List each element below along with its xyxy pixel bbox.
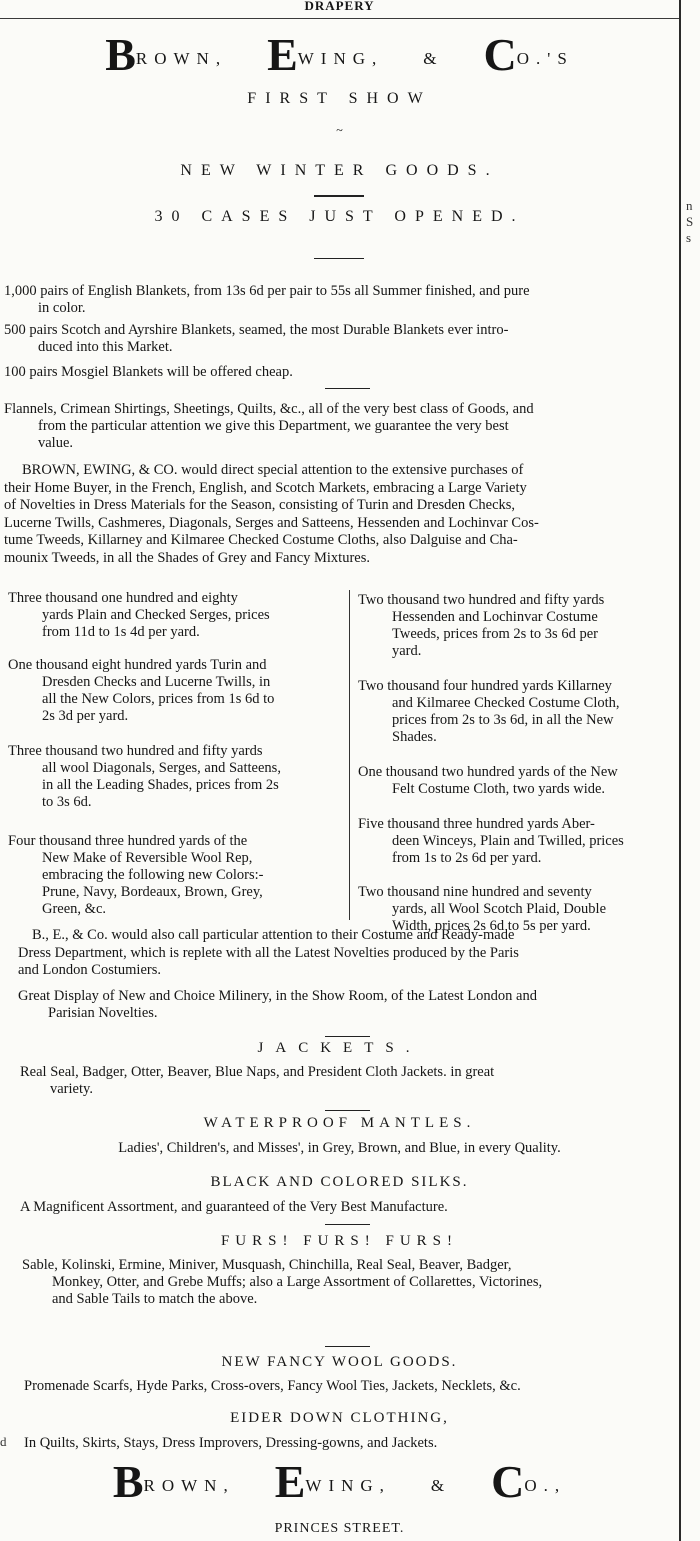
section-title-wool: NEW FANCY WOOL GOODS.: [221, 1354, 458, 1370]
eider-text: In Quilts, Skirts, Stays, Dress Improvers, Dressing-gowns, and Jackets.: [24, 1435, 438, 1451]
divider: [325, 1224, 370, 1225]
section-title-eider: EIDER DOWN CLOTHING,: [230, 1410, 449, 1426]
section-header: DRAPERY: [304, 0, 375, 13]
divider: [325, 1036, 370, 1037]
column-divider: [349, 590, 350, 920]
list-item: Five thousand three hundred yards Aber- deen Winceys, Plain and Twilled, prices from 1s to 2s 6d per yard.: [358, 816, 624, 866]
divider: [325, 388, 370, 389]
attention-paragraph: BROWN, EWING, & CO. would direct special attention to the extensive purchases of their Home Buyer, in the French, English, and Scotch Markets, embracing a Large Variety of Novelties in Dress Materials for the Season, consisting of Turin and Dresden Checks, Lucerne Twills, Cashmeres, Diagonals, Serges and Satteens, Hessenden and Lochinvar Cos- tume Tweeds, Killarney and Kilmaree Checked Costume Cloths, also Dalguise and Cha- mounix Tweeds, in all the Shades of Grey and Fancy Mixtures.: [4, 462, 539, 566]
footer-brand: BROWN, EWING, & CO.,: [112, 1456, 567, 1507]
wool-text: Promenade Scarfs, Hyde Parks, Cross-overs, Fancy Wool Ties, Jackets, Necklets, &c.: [24, 1378, 521, 1394]
list-item: One thousand two hundred yards of the New Felt Costume Cloth, two yards wide.: [358, 764, 618, 797]
millinery-paragraph: Great Display of New and Choice Milinery, in the Show Room, of the Latest London and Parisian Novelties.: [18, 988, 537, 1021]
fragment: n: [686, 198, 693, 213]
section-title-waterproof: WATERPROOF MANTLES.: [203, 1115, 476, 1131]
divider: [325, 1110, 370, 1111]
left-column: [8, 590, 343, 920]
list-item: 1,000 pairs of English Blankets, from 13s 6d per pair to 55s all Summer finished, and pure in color.: [4, 283, 530, 316]
flannels-paragraph: Flannels, Crimean Shirtings, Sheetings, Quilts, &c., all of the very best class of Goods, and from the particular attention we give this Department, we guarantee the very best value.: [4, 401, 534, 451]
list-item: Two thousand nine hundred and seventy yards, all Wool Scotch Plaid, Double Width, prices 2s 6d to 5s per yard.: [358, 884, 607, 934]
headline-new-winter-goods: NEW WINTER GOODS.: [180, 162, 499, 179]
list-item: Three thousand two hundred and fifty yards all wool Diagonals, Serges, and Satteens, in all the Leading Shades, prices from 2s to 3s 6d.: [8, 743, 281, 810]
top-rule: [0, 18, 679, 19]
divider: [325, 1346, 370, 1347]
costume-paragraph: B., E., & Co. would also call particular attention to their Costume and Ready-made Dress Department, which is replete with all the Latest Novelties produced by the Paris and London Costumiers.: [18, 927, 519, 978]
headline-cases: 30 CASES JUST OPENED.: [154, 208, 525, 225]
list-item: Three thousand one hundred and eighty yards Plain and Checked Serges, prices from 11d to 1s 4d per yard.: [8, 590, 270, 640]
section-title-silks: BLACK AND COLORED SILKS.: [210, 1174, 469, 1190]
separator-ornament: ~: [336, 123, 343, 137]
adjacent-column-fragments: [686, 198, 693, 246]
list-item: 100 pairs Mosgiel Blankets will be offered cheap.: [4, 364, 293, 380]
left-fragment: d: [0, 1434, 7, 1449]
furs-text: Sable, Kolinski, Ermine, Miniver, Musquash, Chinchilla, Real Seal, Beaver, Badger, Monkey, Otter, and Grebe Muffs; also a Large Assortment of Collarettes, Victorines, and Sable Tails to match the above.: [22, 1257, 543, 1307]
list-item: Two thousand four hundred yards Killarney and Kilmaree Checked Costume Cloth, prices from 2s to 3s 6d, in all the New Shades.: [358, 678, 620, 745]
list-item: 500 pairs Scotch and Ayrshire Blankets, seamed, the most Durable Blankets ever intro- duced into this Market.: [4, 322, 509, 355]
section-title-furs: FURS! FURS! FURS!: [220, 1233, 459, 1249]
jackets-text: Real Seal, Badger, Otter, Beaver, Blue Naps, and President Cloth Jackets. in great variety.: [20, 1064, 495, 1097]
waterproof-text: Ladies', Children's, and Misses', in Grey, Brown, and Blue, in every Quality.: [118, 1140, 561, 1156]
address: PRINCES STREET.: [274, 1521, 405, 1536]
list-item: Four thousand three hundred yards of the New Make of Reversible Wool Rep, embracing the following new Colors:- Prune, Navy, Bordeaux, Brown, Grey, Green, &c.: [8, 833, 264, 917]
list-item: Two thousand two hundred and fifty yards Hessenden and Lochinvar Costume Tweeds, prices from 2s to 3s 6d per yard.: [358, 592, 605, 659]
section-title-jackets: JACKETS.: [257, 1040, 422, 1056]
brand-heading: BROWN, EWING, & CO.'S: [105, 29, 574, 80]
divider: [314, 258, 364, 259]
fragment: s: [686, 230, 692, 245]
list-item: One thousand eight hundred yards Turin and Dresden Checks and Lucerne Twills, in all the New Colors, prices from 1s 6d to 2s 3d per yard.: [8, 657, 275, 724]
headline-first-show: FIRST SHOW: [247, 90, 432, 107]
fragment: S: [686, 214, 694, 229]
divider: [314, 195, 364, 197]
right-column: [358, 592, 680, 934]
silks-text: A Magnificent Assortment, and guaranteed of the Very Best Manufacture.: [20, 1199, 448, 1215]
